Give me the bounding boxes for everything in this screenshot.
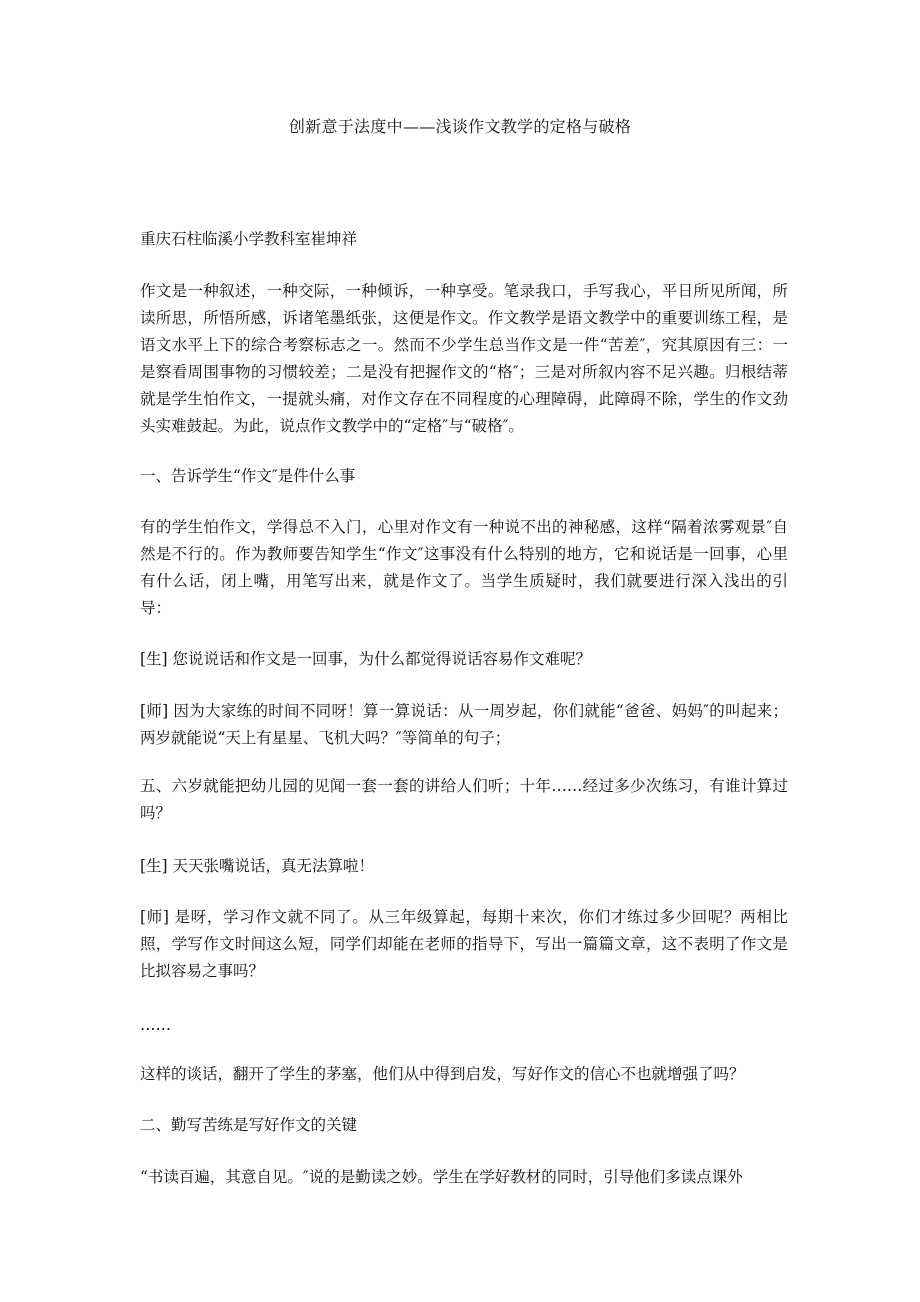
paragraph-continuation: 五、六岁就能把幼儿园的见闻一套一套的讲给人们听；十年……经过多少次练习，有谁计算过吗？: [140, 777, 788, 822]
dialogue-student-1: [生] 您说说话和作文是一回事，为什么都觉得说话容易作文难呢？: [140, 650, 592, 668]
paragraph-section2: “书读百遍，其意自见。″说的是勤读之妙。学生在学好教材的同时，引导他们多读点课外: [140, 1168, 743, 1186]
dialogue-teacher-1: [师] 因为大家练的时间不同呀！算一算说话：从一周岁起，你们就能“爸爸、妈妈″的叫起来；两岁就能说“天上有星星、飞机大吗？″等简单的句子；: [140, 702, 788, 747]
ellipsis-line: ……: [140, 1016, 171, 1034]
paragraph-intro: 作文是一种叙述，一种交际，一种倾诉，一种享受。笔录我口，手写我心，平日所见所闻，所读所思，所悟所感，诉诸笔墨纸张，这便是作文。作文教学是语文教学中的重要训练工程，是语文水平上下的综合考察标志之一。然而不少学生总当作文是一件“苦差″，究其原因有三：一是察看周围事物的习惯较差；二是没有把握作文的“格″；三是对所叙内容不足兴趣。归根结蒂就是学生怕作文，一提就头痛，对作文存在不同程度的心理障碍，此障碍不除，学生的作文劲头实难鼓起。为此，说点作文教学中的“定格″与“破格″。: [140, 282, 788, 435]
section-heading-2: 二、勤写苦练是写好作文的关键: [140, 1116, 358, 1134]
paragraph-conclusion: 这样的谈话，翻开了学生的茅塞，他们从中得到启发，写好作文的信心不也就增强了吗？: [140, 1065, 745, 1083]
dialogue-teacher-2: [师] 是呀，学习作文就不同了。从三年级算起，每期十来次，你们才练过多少回呢？两相比照，学写作文时间这么短，同学们却能在老师的指导下，写出一篇篇文章，这不表明了作文是比拟容易之事吗？: [140, 908, 788, 980]
section-heading-1: 一、告诉学生“作文″是件什么事: [140, 467, 356, 485]
paragraph-section1: 有的学生怕作文，学得总不入门，心里对作文有一种说不出的神秘感，这样“隔着浓雾观景″自然是不行的。作为教师要告知学生“作文″这事没有什么特别的地方，它和说话是一回事，心里有什么话，闭上嘴，用笔写出来，就是作文了。当学生质疑时，我们就要进行深入浅出的引导：: [140, 518, 788, 617]
document-title: 创新意于法度中——浅谈作文教学的定格与破格: [288, 117, 632, 136]
author-line: 重庆石柱临溪小学教科室崔坤祥: [140, 230, 358, 248]
dialogue-student-2: [生] 天天张嘴说话，真无法算啦！: [140, 857, 375, 875]
